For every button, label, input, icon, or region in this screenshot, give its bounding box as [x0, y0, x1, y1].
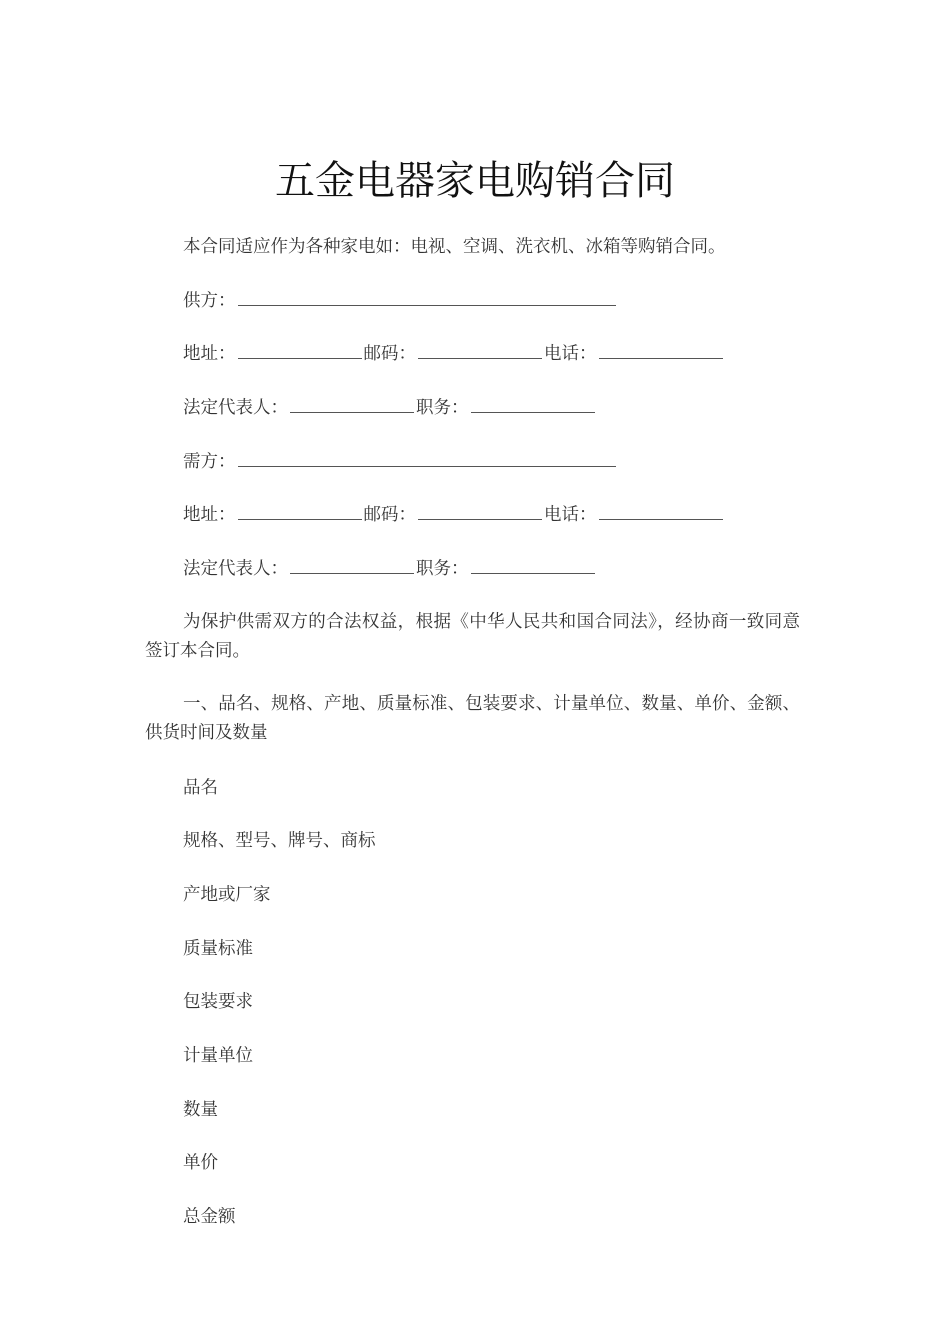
- supplier-position-label: 职务：: [416, 398, 469, 418]
- section-1-item-origin: 产地或厂家: [183, 885, 271, 905]
- buyer-phone-label: 电话：: [544, 505, 597, 525]
- section-1-item-spec-model: 规格、型号、牌号、商标: [183, 831, 376, 851]
- section-1-item-quality: 质量标准: [183, 939, 253, 959]
- supplier-rep-label: 法定代表人：: [183, 398, 288, 418]
- supplier-rep-field[interactable]: [290, 408, 414, 413]
- supplier-party-row: [183, 289, 618, 313]
- buyer-postcode-field[interactable]: [418, 515, 542, 520]
- buyer-position-field[interactable]: [471, 569, 595, 574]
- supplier-address-label: 地址：: [183, 344, 236, 364]
- section-1-item-unit-price: 单价: [183, 1153, 218, 1173]
- buyer-rep-label: 法定代表人：: [183, 559, 288, 579]
- supplier-party-label: 供方：: [183, 291, 236, 311]
- supplier-position-field[interactable]: [471, 408, 595, 413]
- buyer-party-label: 需方：: [183, 452, 236, 472]
- buyer-postcode-label: 邮码：: [363, 505, 416, 525]
- supplier-contact-row: [183, 342, 725, 366]
- document-title: 五金电器家电购销合同: [275, 158, 675, 204]
- buyer-contact-row: [183, 503, 725, 527]
- preamble-paragraph: 为保护供需双方的合法权益，根据《中华人民共和国合同法》，经协商一致同意签订本合同。: [145, 612, 800, 661]
- buyer-party-field[interactable]: [238, 462, 616, 467]
- section-1-item-unit: 计量单位: [183, 1046, 253, 1066]
- buyer-party-row: [183, 450, 618, 474]
- supplier-party-field[interactable]: [238, 301, 616, 306]
- section-1-item-product-name: 品名: [183, 778, 218, 798]
- section-1-item-total-amount: 总金额: [183, 1207, 236, 1227]
- supplier-phone-label: 电话：: [544, 344, 597, 364]
- section-1-heading: 一、品名、规格、产地、质量标准、包装要求、计量单位、数量、单价、金额、供货时间及数量: [145, 694, 800, 743]
- buyer-address-field[interactable]: [238, 515, 362, 520]
- supplier-address-field[interactable]: [238, 354, 362, 359]
- intro-text: 本合同适应作为各种家电如：电视、空调、洗衣机、冰箱等购销合同。: [183, 237, 726, 257]
- supplier-postcode-field[interactable]: [418, 354, 542, 359]
- supplier-phone-field[interactable]: [599, 354, 723, 359]
- buyer-phone-field[interactable]: [599, 515, 723, 520]
- buyer-address-label: 地址：: [183, 505, 236, 525]
- buyer-rep-field[interactable]: [290, 569, 414, 574]
- supplier-postcode-label: 邮码：: [363, 344, 416, 364]
- supplier-rep-row: [183, 396, 597, 420]
- section-1-item-packaging: 包装要求: [183, 992, 253, 1012]
- buyer-rep-row: [183, 557, 597, 581]
- buyer-position-label: 职务：: [416, 559, 469, 579]
- section-1-item-quantity: 数量: [183, 1100, 218, 1120]
